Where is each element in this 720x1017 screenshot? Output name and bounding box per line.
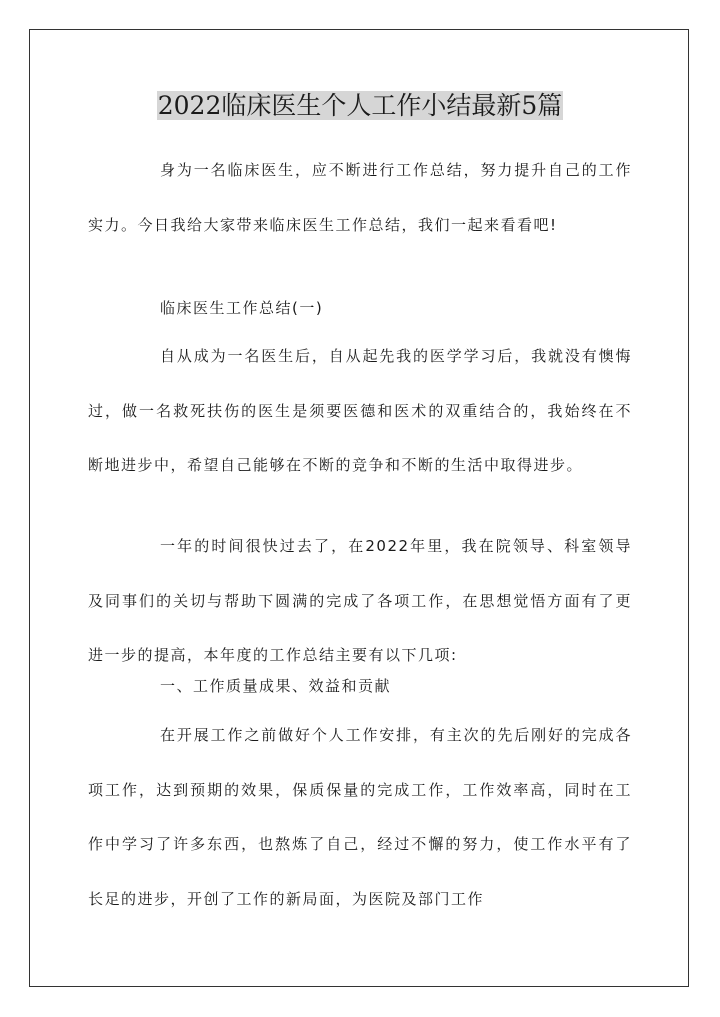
body-paragraph-2: 一年的时间很快过去了，在2022年里，我在院领导、科室领导及同事们的关切与帮助下圆满的完成了各项工作，在思想觉悟方面有了更进一步的提高，本年度的工作总结主要有以下几项:: [88, 537, 632, 664]
subheading-1: 一、工作质量成果、效益和贡献: [160, 677, 392, 695]
body-paragraph-3: 在开展工作之前做好个人工作安排，有主次的先后刚好的完成各项工作，达到预期的效果，保质保量的完成工作，工作效率高，同时在工作中学习了许多东西，也熬炼了自己，经过不懈的努力，使工作水平有了长足的进步，开创了工作的新局面，为医院及部门工作: [88, 726, 632, 908]
body-paragraph-1: 自从成为一名医生后，自从起先我的医学学习后，我就没有懊悔过，做一名救死扶伤的医生是须要医德和医术的双重结合的，我始终在不断地进步中，希望自己能够在不断的竞争和不断的生活中取得进步。: [88, 347, 632, 474]
document-title-text: 2022临床医生个人工作小结最新5篇: [157, 91, 563, 120]
document-title: [0, 89, 720, 123]
intro-paragraph: 身为一名临床医生，应不断进行工作总结，努力提升自己的工作实力。今日我给大家带来临床医生工作总结，我们一起来看看吧!: [88, 161, 632, 234]
section-heading: 临床医生工作总结(一): [160, 299, 324, 317]
